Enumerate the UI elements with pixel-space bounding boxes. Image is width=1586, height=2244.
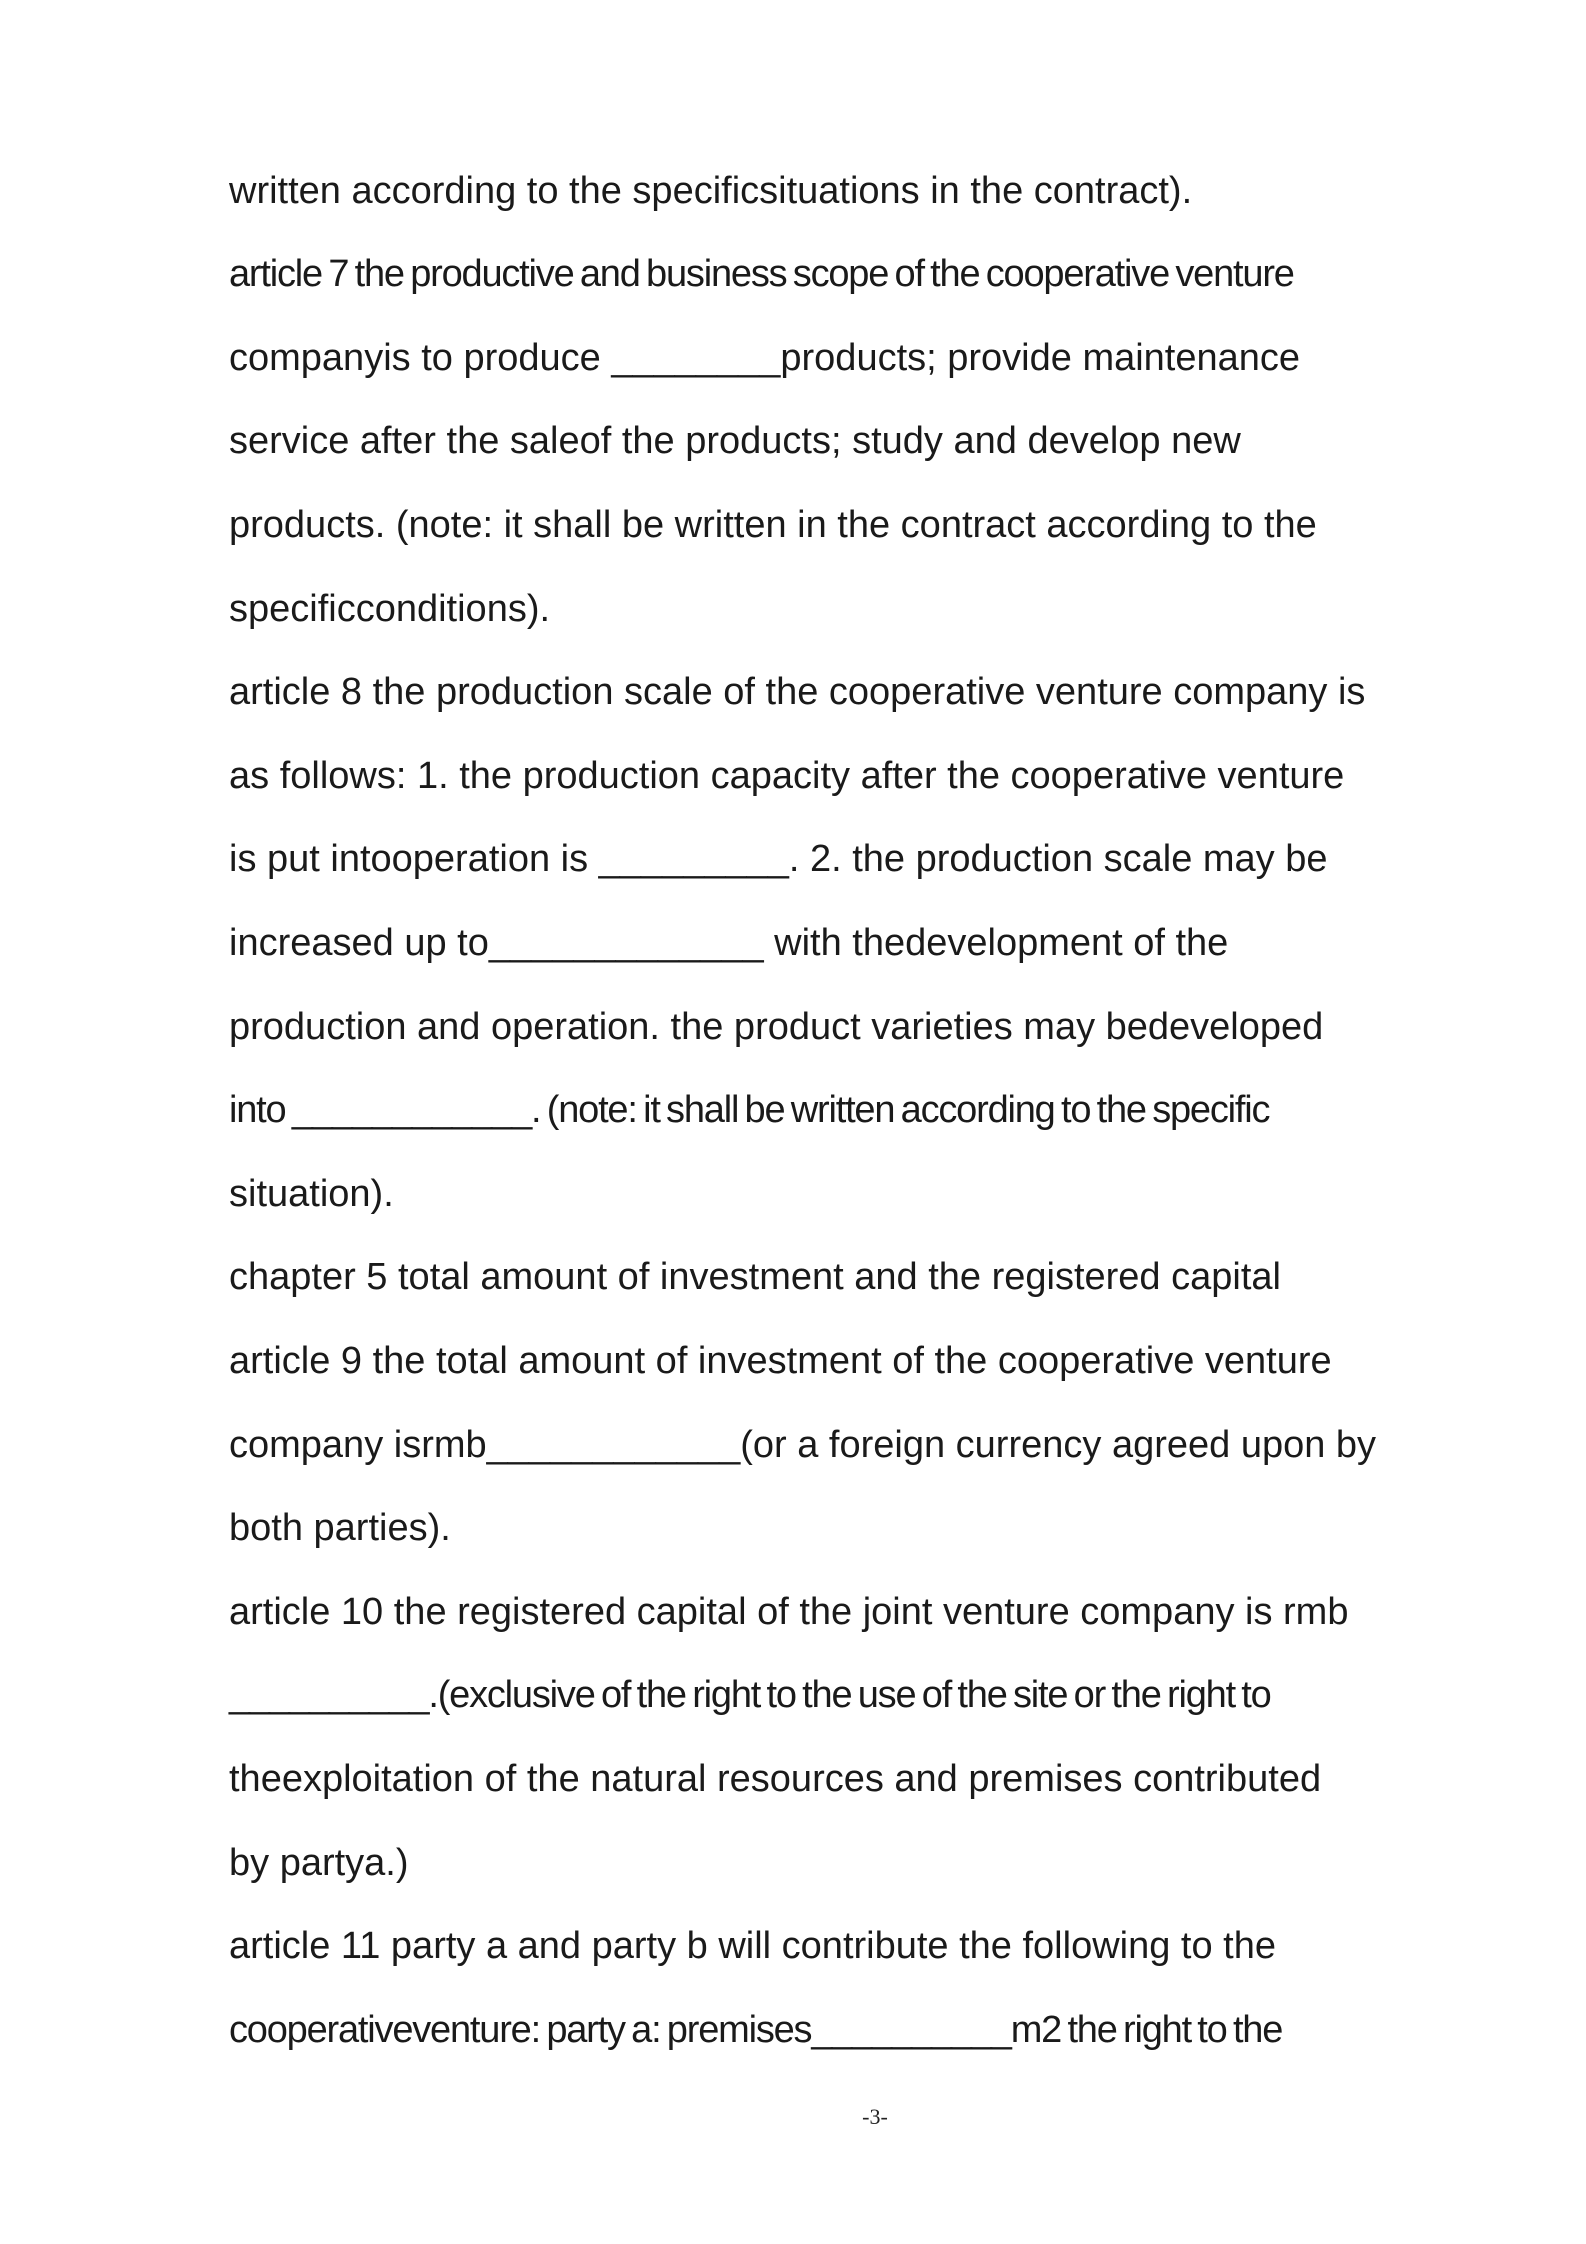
text-line: cooperativeventure: party a: premises__________m2 the right to the [229,2009,1283,2051]
text-line: increased up to_____________ with thedevelopment of the [229,922,1229,964]
text-line: by partya.) [229,1842,409,1884]
text-line: article 9 the total amount of investment of the cooperative venture [229,1340,1332,1382]
text-line: both parties). [229,1507,451,1549]
text-line: written according to the specificsituations in the contract). [229,170,1193,212]
text-line: theexploitation of the natural resources and premises contributed [229,1758,1322,1800]
text-line: service after the saleof the products; study and develop new [229,420,1241,462]
text-line: companyis to produce ________products; provide maintenance [229,337,1301,379]
text-line: products. (note: it shall be written in the contract according to the [229,504,1317,546]
text-line: as follows: 1. the production capacity after the cooperative venture [229,755,1345,797]
text-line: into ____________. (note: it shall be written according to the specific [229,1089,1270,1131]
text-line: production and operation. the product varieties may bedeveloped [229,1006,1324,1048]
page-number: -3- [862,2104,888,2129]
text-line: article 8 the production scale of the cooperative venture company is [229,671,1366,713]
text-line: is put intooperation is _________. 2. the production scale may be [229,838,1328,880]
text-line: __________.(exclusive of the right to the use of the site or the right to [229,1674,1271,1716]
text-line: specificconditions). [229,588,551,630]
text-line: situation). [229,1173,394,1215]
text-line: article 7 the productive and business scope of the cooperative venture [229,253,1294,295]
chapter-heading: chapter 5 total amount of investment and the registered capital [229,1256,1281,1298]
text-line: article 11 party a and party b will contribute the following to the [229,1925,1276,1967]
text-line: company isrmb____________(or a foreign currency agreed upon by [229,1424,1377,1466]
text-line: article 10 the registered capital of the joint venture company is rmb [229,1591,1349,1633]
